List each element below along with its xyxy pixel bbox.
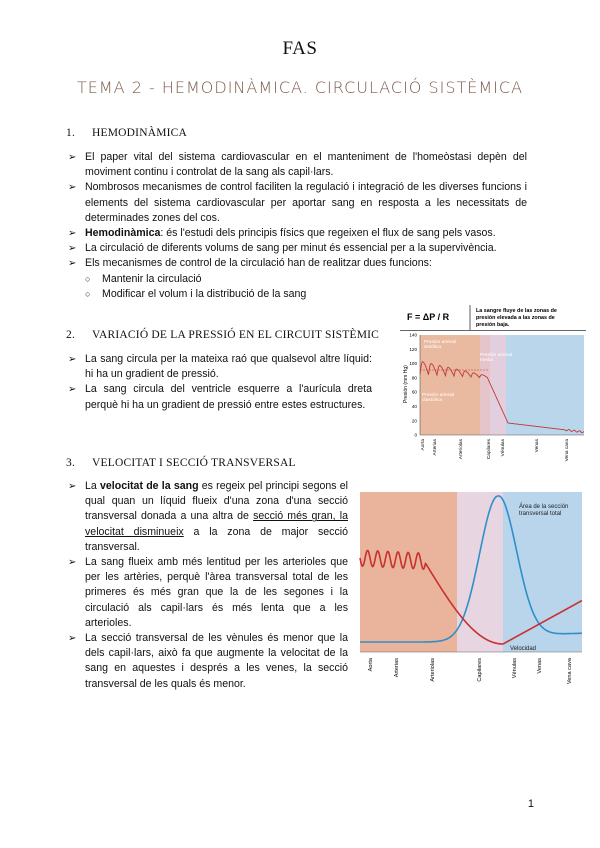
x-label: Aorta [368,658,374,672]
x-label: Aorta [421,439,426,451]
ann-diastolica: Presión arterial diastólica [422,393,455,403]
y-tick-label: 60 [411,389,417,395]
x-label: Capilares [487,439,492,460]
sub-list-item: ○ Modificar el volum i la distribució de la sang [66,287,527,302]
list-item: ➢ La sang flueix amb més lentitud per les arterioles que per les artèries, perquè l'àrea transversal total de les primeres és més gran que la de les segones i la circulació als capil·lars és més lenta que a les arterioles. [66,555,348,631]
pressure-figure [400,303,586,475]
list-item: ➢ La sang circula per la mateixa raó que qualsevol altre líquid: hi ha un gradient de pressió. [66,352,372,382]
sub-list-item: ○ Mantenir la circulació [66,272,527,287]
velocity-area-figure [358,490,584,706]
arterial-region [360,492,457,652]
x-label: Vena cava [565,439,570,462]
section-title: HEMODINÀMICA [92,127,188,139]
section-2-heading [66,329,379,341]
list-item: ➢ La velocitat de la sang es regeix pel principi segons el qual quan un líquid flueix d'una zona d'una secció transversal donada a una altra de secció més gran, la velocitat disminueix a la zona de major secció transversal. [66,479,348,555]
y-tick-label: 80 [411,375,417,381]
list-item: ➢ La circulació de diferents volums de sang per minut és essencial per a la supervivència. [66,241,527,256]
section-number: 2. [66,329,76,341]
x-label: Arteriolas [459,439,464,460]
y-tick-label: 40 [411,404,417,410]
capillary-region [457,492,503,652]
document-title: FAS [282,38,318,59]
section-1-body [66,150,527,302]
section-3-heading [66,457,296,469]
y-tick-label: 140 [409,332,417,338]
x-label: Venas [537,658,543,674]
x-label: Arteriolas [430,658,436,682]
x-label: Vénulas [512,658,518,679]
y-ticks [409,333,417,438]
section-3-body [66,479,348,692]
section-title: VARIACIÓ DE LA PRESSIÓ EN EL CIRCUIT SISTÈMIC [92,329,380,341]
formula-text: F = ΔP / R [407,312,450,322]
x-label: Vena cava [567,658,573,685]
section-2-body [66,352,372,413]
list-item: ➢ Els mecanismes de control de la circulació han de realitzar dues funcions: [66,256,527,271]
x-label: Arterias [433,439,438,456]
list-item: ➢ El paper vital del sistema cardiovascular en el manteniment de l'homeòstasi depèn del moviment continu i controlat de la sang als capil·lars. [66,150,527,180]
list-item: ➢ La secció transversal de les vènules és menor que la dels capil·lars, això fa que augmente la velocitat de la sang en aquestes i després a les venes, la secció transversal de les quals és menor. [66,631,348,692]
section-number: 3. [66,457,76,469]
ann-velocidad: Velocidad [510,646,537,652]
x-label: Capilares [477,658,483,682]
list-item: ➢ Hemodinàmica: és l'estudi dels principis físics que regeixen el flux de sang pels vasos. [66,226,527,241]
x-label: Arterias [394,658,400,678]
y-axis-label: Presión (mm Hg) [403,365,409,403]
arterial-region [420,335,490,435]
ann-media: Presión arterial media [480,353,513,363]
venous-region [506,335,584,435]
y-tick-label: 20 [411,418,417,424]
document-subtitle: TEMA 2 - HEMODINÀMICA. CIRCULACIÓ SISTÈMICA [76,78,524,97]
y-tick-label: 100 [409,361,417,367]
section-number: 1. [66,127,76,139]
x-label: Vénulas [501,439,506,457]
x-labels [368,657,573,684]
page-number: 1 [527,798,534,810]
section-title: VELOCITAT I SECCIÓ TRANSVERSAL [92,457,296,469]
y-tick-label: 0 [414,432,417,438]
ann-area: Área de la sección transversal total [519,504,569,517]
x-label: Venas [535,439,540,453]
ann-sistolica: Presión arterial sistólica [424,340,457,350]
list-item: ➢ La sang circula del ventricle esquerre a l'aurícula dreta perquè hi ha un gradient de pressió entre estes estructures. [66,382,372,412]
x-labels [420,438,570,461]
list-item: ➢ Nombrosos mecanismes de control faciliten la regulació i integració de les diverses funcions i elements del sistema cardiovascular per aportar sang en resposta a les necessitats de determinades zones del cos. [66,180,527,226]
formula-note: La sangre fluye de las zonas de presión elevada a las zonas de presión baja. [476,308,557,328]
section-1-heading [66,127,187,139]
y-tick-label: 120 [409,346,417,352]
